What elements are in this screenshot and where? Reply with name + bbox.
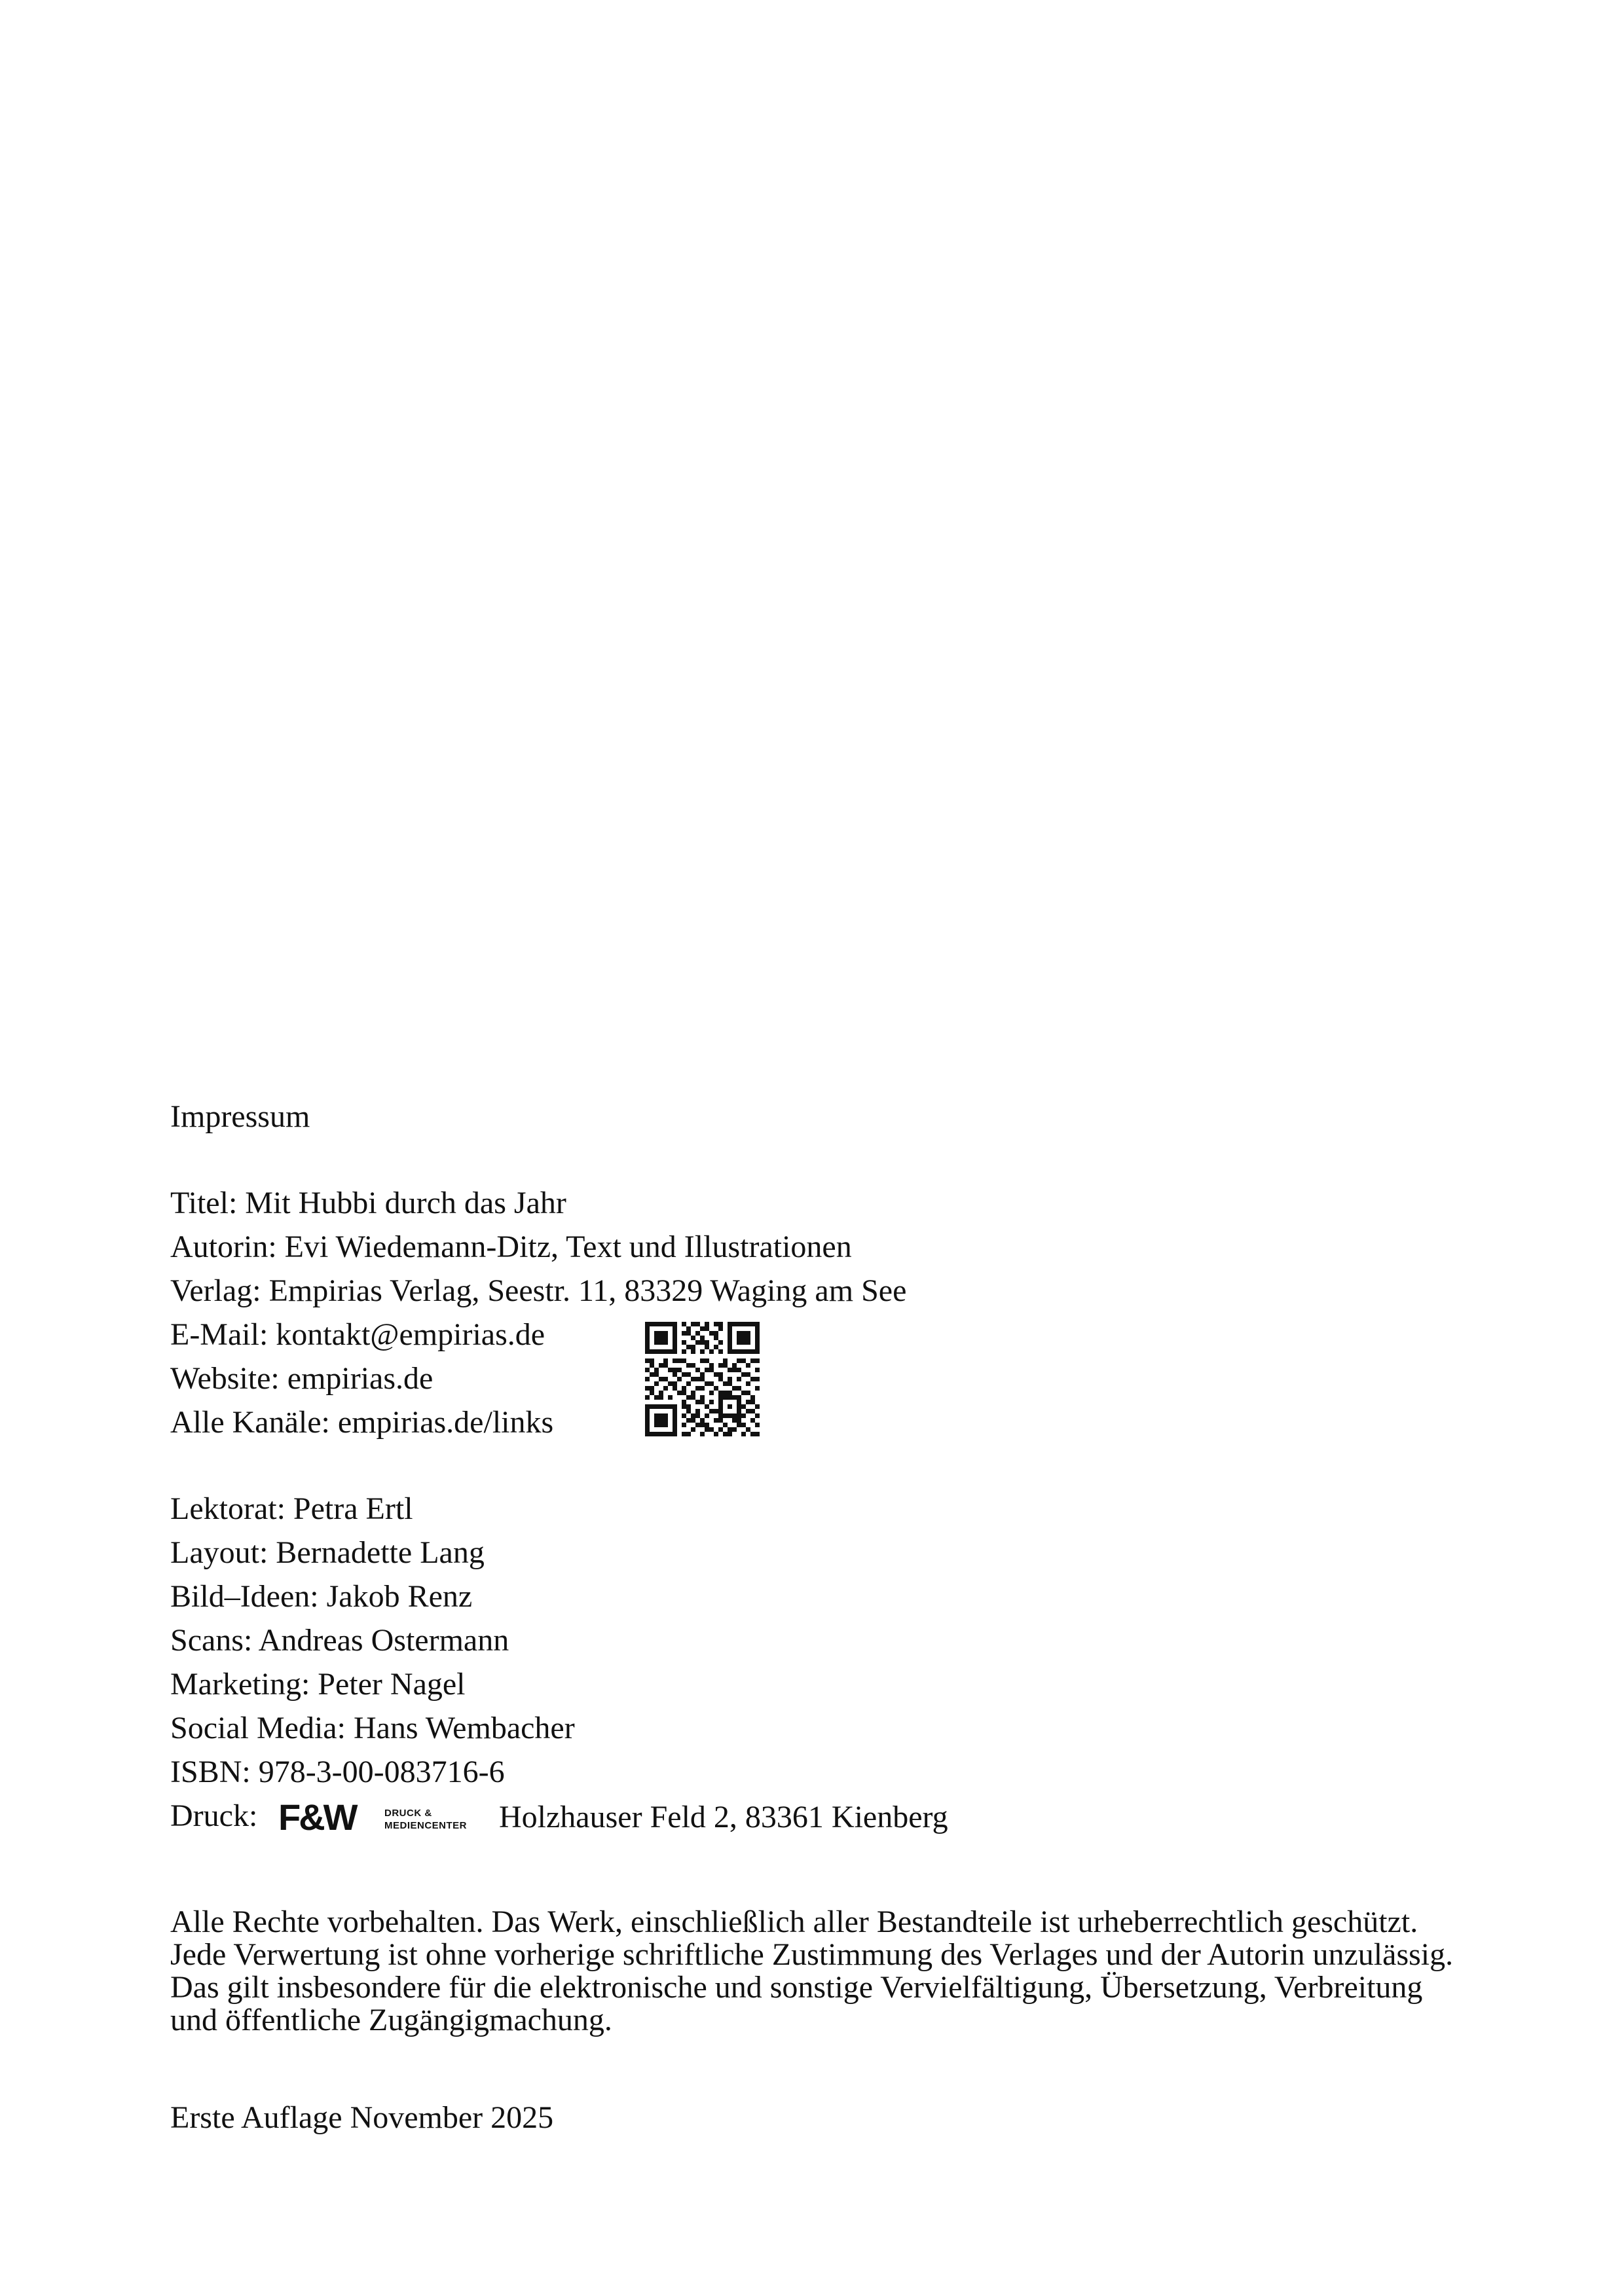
marketing-line: Marketing: Peter Nagel <box>170 1667 466 1702</box>
druck-label: Druck: <box>170 1798 258 1833</box>
fw-logo-sub-line-2: MEDIENCENTER <box>384 1820 468 1831</box>
druck-address: Holzhauser Feld 2, 83361 Kienberg <box>499 1800 948 1834</box>
publisher-line: Verlag: Empirias Verlag, Seestr. 11, 83329 Waging am See <box>170 1273 907 1308</box>
fw-logo-subtitle <box>384 1807 467 1832</box>
layout-line: Layout: Bernadette Lang <box>170 1535 485 1570</box>
lektorat-line: Lektorat: Petra Ertl <box>170 1491 413 1526</box>
isbn-line: ISBN: 978-3-00-083716-6 <box>170 1755 505 1789</box>
bild-ideen-line: Bild–Ideen: Jakob Renz <box>170 1579 473 1614</box>
qr-code-icon <box>645 1322 760 1436</box>
rights-paragraph: Alle Rechte vorbehalten. Das Werk, einschließlich aller Bestandteile ist urheberrechtlich geschützt. Jede Verwertung ist ohne vorherige schriftliche Zustimmung des Verlages und der Autorin unzulässig. Das gilt insbesondere für die elektronische und sonstige Vervielfältigung, Übersetzung, Verbreitung und öffentliche Zugängigmachung. <box>170 1904 1454 2037</box>
email-line: E-Mail: kontakt@empirias.de <box>170 1317 545 1352</box>
author-line: Autorin: Evi Wiedemann-Ditz, Text und Illustrationen <box>170 1230 852 1264</box>
fw-logo-sub-line-1: DRUCK & <box>384 1808 432 1819</box>
title-line: Titel: Mit Hubbi durch das Jahr <box>170 1186 566 1220</box>
channels-line: Alle Kanäle: empirias.de/links <box>170 1405 554 1440</box>
social-media-line: Social Media: Hans Wembacher <box>170 1711 575 1745</box>
website-line: Website: empirias.de <box>170 1361 434 1396</box>
scans-line: Scans: Andreas Ostermann <box>170 1623 509 1658</box>
imprint-heading: Impressum <box>170 1099 310 1134</box>
edition-line: Erste Auflage November 2025 <box>170 2100 554 2135</box>
fw-logo-mark: F&W <box>278 1796 356 1838</box>
